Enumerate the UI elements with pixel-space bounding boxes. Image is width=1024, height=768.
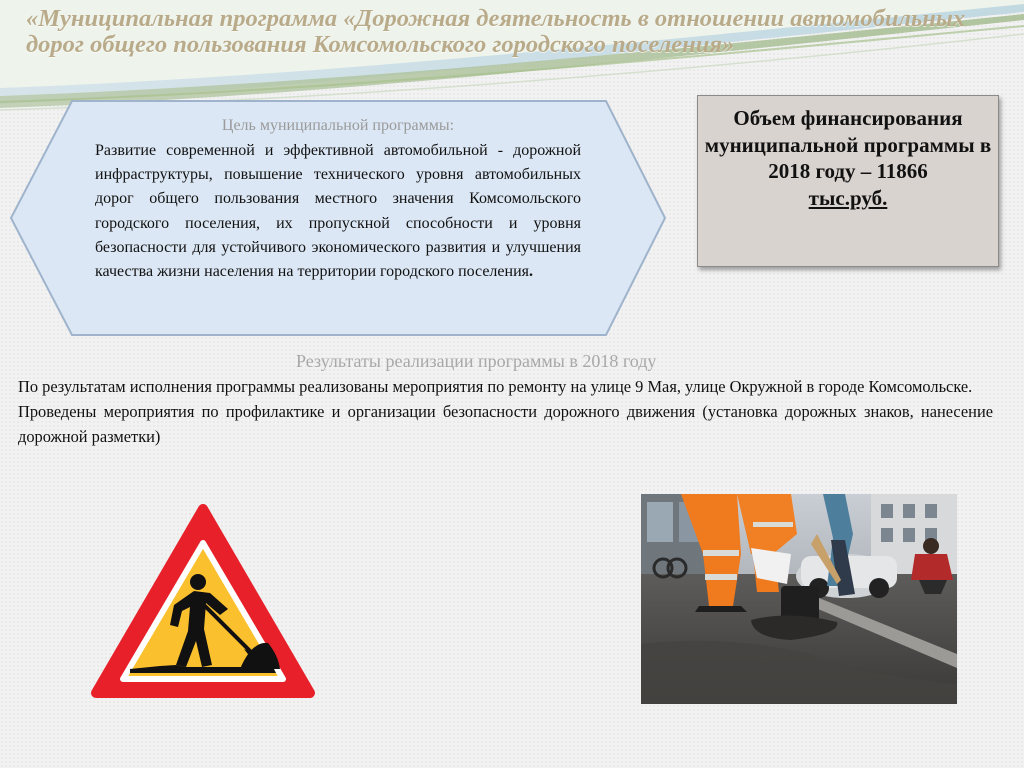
- goal-description-text: Развитие современной и эффективной автомобильной - дорожной инфраструктуры, повышение технического уровня автомобильных дорог общего пользования местного значения Комсомольского городского поселения, их пропускной способности и уровня безопасности для устойчивого экономического развития и улучшения качества жизни населения на территории городского поселения: [95, 142, 581, 281]
- funding-text: [698, 96, 998, 211]
- goal-heading: Цель муниципальной программы:: [221, 117, 455, 134]
- funding-box: [697, 95, 999, 267]
- slide-title: «Муниципальная программа «Дорожная деятельность в отношении автомобильных дорог общего пользования Комсомольского городского поселения»: [26, 5, 966, 58]
- road-repair-photo: [641, 494, 957, 704]
- goal-description-end: .: [529, 263, 533, 281]
- funding-description: Объем финансирования муниципальной программы в 2018 году – 11866: [704, 106, 992, 183]
- goal-description: [95, 139, 581, 284]
- roadworks-sign-icon: [90, 503, 316, 704]
- funding-unit: тыс.руб.: [808, 185, 888, 210]
- results-body: [18, 374, 993, 449]
- results-paragraph: Проведены мероприятия по профилактике и организации безопасности дорожного движения (установка дорожных знаков, нанесение дорожной разметки): [18, 402, 993, 446]
- results-paragraph: По результатам исполнения программы реализованы мероприятия по ремонту на улице 9 Мая, улице Окружной в городе Комсомольске.: [18, 377, 973, 396]
- results-heading: Результаты реализации программы в 2018 году: [296, 351, 657, 371]
